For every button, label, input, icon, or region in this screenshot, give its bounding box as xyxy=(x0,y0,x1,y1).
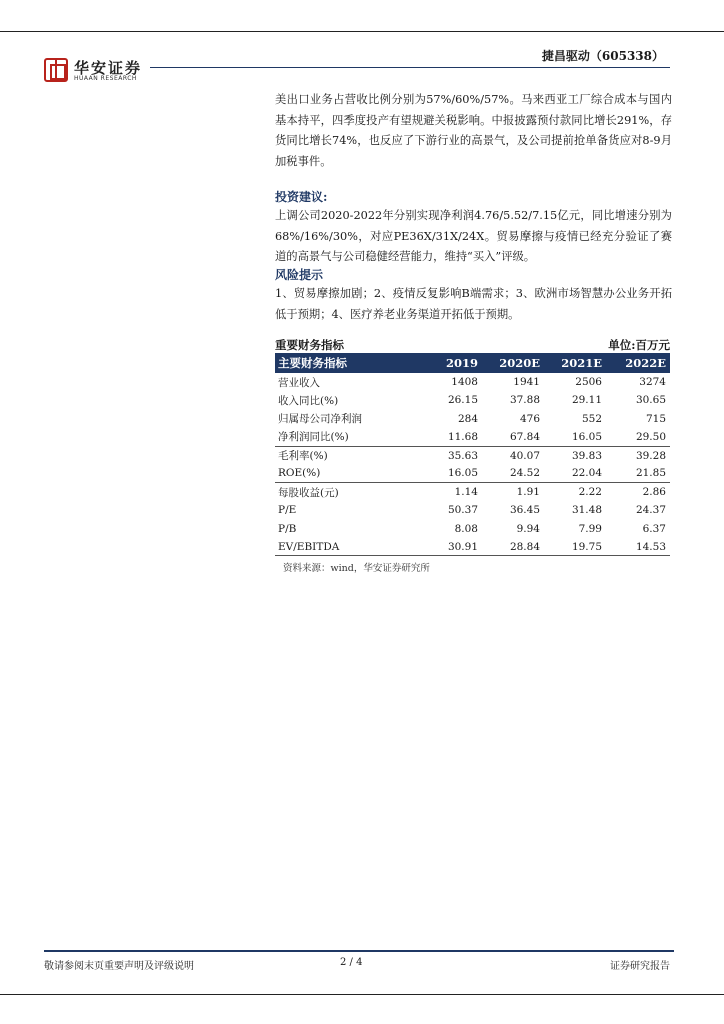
table-row xyxy=(275,446,670,464)
invest-heading: 投资建议: xyxy=(275,190,328,204)
risk-heading: 风险提示 xyxy=(275,268,324,282)
table-cell: 476 xyxy=(519,412,540,425)
table-cell: 24.52 xyxy=(509,467,540,480)
table-cell: 26.15 xyxy=(447,394,478,407)
row-label: P/B xyxy=(278,522,297,535)
col-header: 2019 xyxy=(420,353,482,373)
bottom-rule xyxy=(0,994,724,995)
row-label: 归属母公司净利润 xyxy=(278,413,362,426)
table-cell: 6.37 xyxy=(642,522,666,535)
col-header: 2021E xyxy=(544,353,606,373)
paragraph-export: 美出口业务占营收比例分别为57%/60%/57%。马来西亚工厂综合成本与国内基本持平，四季度投产有望规避关税影响。中报披露预付款同比增长291%，存货同比增长74%，也反应了下游行业的高景气，及公司提前抢单备货应对8-9月加税事件。 xyxy=(275,93,672,168)
table-cell: 29.50 xyxy=(635,430,666,443)
col-header: 2022E xyxy=(606,353,670,373)
table-cell: 9.94 xyxy=(516,522,540,535)
table-cell: 14.53 xyxy=(606,538,670,556)
table-cell: 3274 xyxy=(639,376,666,389)
table-cell: 1408 xyxy=(451,376,478,389)
table-cell: 29.11 xyxy=(571,394,602,407)
table-title: 重要财务指标 xyxy=(275,338,344,352)
table-cell: 50.37 xyxy=(447,504,478,517)
table-cell: 11.68 xyxy=(447,430,478,443)
report-title: 捷昌驱动（605338） xyxy=(541,49,664,63)
table-cell: 39.83 xyxy=(544,446,606,464)
table-header-row xyxy=(275,353,670,373)
table-cell: 1.14 xyxy=(420,483,482,501)
table-cell: 30.91 xyxy=(420,538,482,556)
table-row xyxy=(275,373,670,391)
table-row xyxy=(275,483,670,501)
table-cell: 40.07 xyxy=(482,446,544,464)
row-label: 毛利率(%) xyxy=(275,446,420,464)
row-label: 净利润同比(%) xyxy=(278,431,349,444)
table-cell: 28.84 xyxy=(482,538,544,556)
table-row xyxy=(275,464,670,482)
table-cell: 284 xyxy=(457,412,478,425)
financial-table xyxy=(275,353,670,556)
table-cell: 36.45 xyxy=(509,504,540,517)
row-label: 营业收入 xyxy=(278,376,320,389)
table-cell: 39.28 xyxy=(606,446,670,464)
logo-text-cn: 华安证券 xyxy=(74,59,143,77)
table-cell: 7.99 xyxy=(578,522,602,535)
col-header: 2020E xyxy=(482,353,544,373)
table-cell: 37.88 xyxy=(509,394,540,407)
col-header: 主要财务指标 xyxy=(275,353,420,373)
table-row xyxy=(275,538,670,556)
table-unit: 单位:百万元 xyxy=(608,338,670,352)
header-rule xyxy=(150,67,670,68)
table-cell: 31.48 xyxy=(571,504,602,517)
paragraph-invest: 上调公司2020-2022年分别实现净利润4.76/5.52/7.15亿元，同比增速分别为68%/16%/30%，对应PE36X/31X/24X。贸易摩擦与疫情已经充分验证了赛道的高景气与公司稳健经营能力，维持“买入”评级。 xyxy=(275,209,672,263)
table-cell: 2.86 xyxy=(606,483,670,501)
row-label: 每股收益(元) xyxy=(275,483,420,501)
huaan-logo xyxy=(44,58,154,84)
table-cell: 22.04 xyxy=(571,467,602,480)
table-cell: 30.65 xyxy=(635,394,666,407)
paragraph-risk: 1、贸易摩擦加剧；2、疫情反复影响B端需求；3、欧洲市场智慧办公业务开拓低于预期；4、医疗养老业务渠道开拓低于预期。 xyxy=(275,287,672,321)
table-row xyxy=(275,501,670,519)
table-source: 资料来源：wind，华安证券研究所 xyxy=(283,563,430,574)
logo-seal-icon xyxy=(44,58,68,82)
row-label: EV/EBITDA xyxy=(275,538,420,556)
footer-report-type: 证券研究报告 xyxy=(610,961,670,972)
table-cell: 21.85 xyxy=(635,467,666,480)
footer-disclaimer: 敬请参阅末页重要声明及评级说明 xyxy=(44,961,194,972)
table-row xyxy=(275,410,670,428)
table-cell: 67.84 xyxy=(509,430,540,443)
table-cell: 35.63 xyxy=(420,446,482,464)
table-cell: 16.05 xyxy=(571,430,602,443)
table-cell: 2.22 xyxy=(544,483,606,501)
table-cell: 552 xyxy=(581,412,602,425)
table-cell: 2506 xyxy=(575,376,602,389)
table-row xyxy=(275,428,670,446)
table-cell: 24.37 xyxy=(635,504,666,517)
table-cell: 16.05 xyxy=(447,467,478,480)
logo-text-en: HUAAN RESEARCH xyxy=(74,75,137,82)
table-cell: 1941 xyxy=(513,376,540,389)
table-cell: 8.08 xyxy=(454,522,478,535)
table-cell: 1.91 xyxy=(482,483,544,501)
table-cell: 715 xyxy=(645,412,666,425)
table-cell: 19.75 xyxy=(544,538,606,556)
top-rule xyxy=(0,31,724,32)
footer-rule xyxy=(44,950,674,952)
row-label: ROE(%) xyxy=(278,467,321,480)
page-number: 2 / 4 xyxy=(340,957,363,968)
table-row xyxy=(275,519,670,537)
row-label: P/E xyxy=(278,504,297,517)
row-label: 收入同比(%) xyxy=(278,394,339,407)
table-row xyxy=(275,391,670,409)
